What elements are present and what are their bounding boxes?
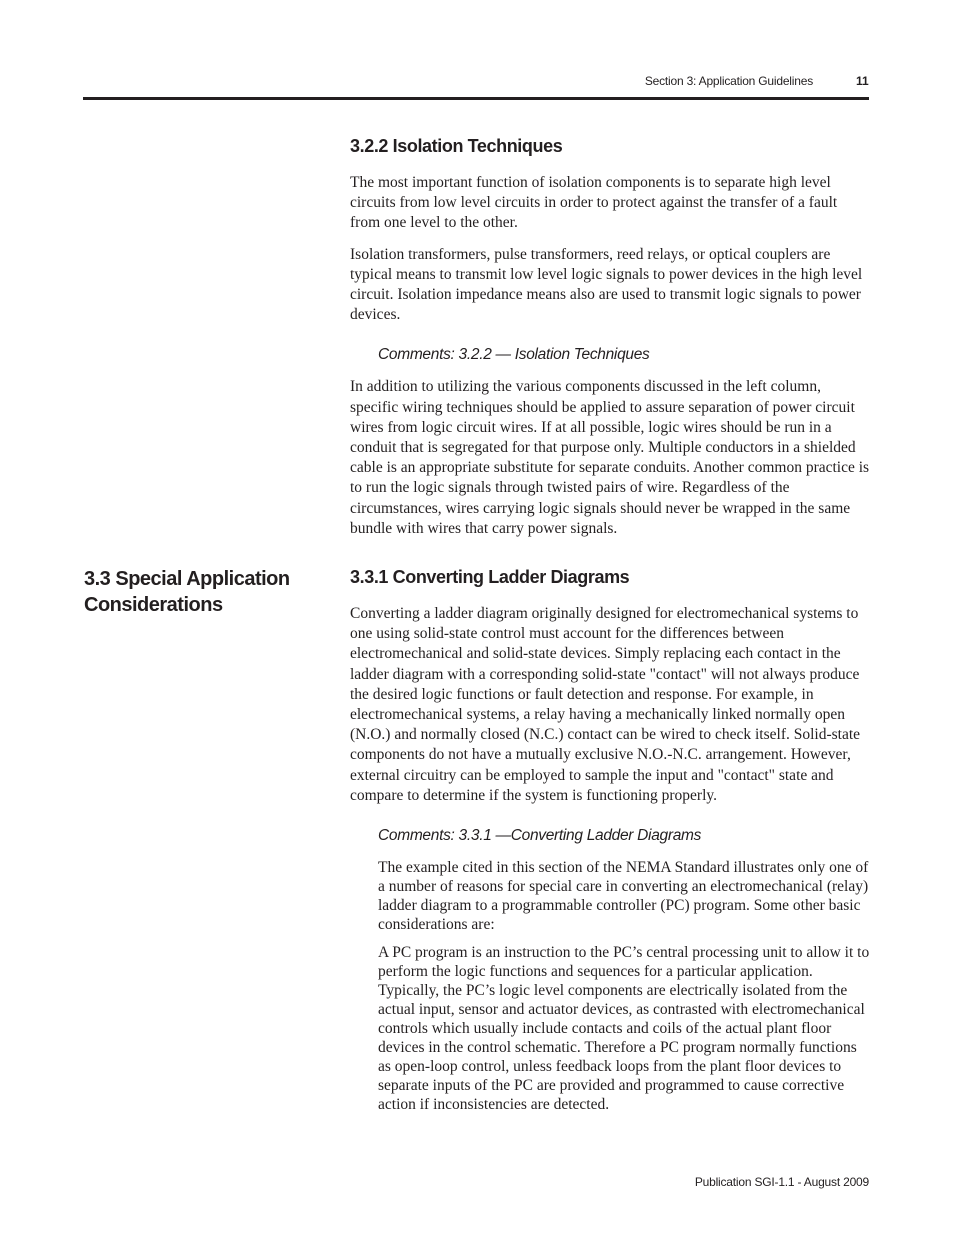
side-heading-3-3: 3.3 Special Application Considerations	[84, 568, 290, 616]
heading-3-3-1: 3.3.1 Converting Ladder Diagrams	[350, 567, 630, 588]
paragraph-pc-program: A PC program is an instruction to the PC’s central processing unit to allow it to perform the logic functions and sequences for a particular application. Typically, the PC’s logic level components are electrically isolated from the actual input, sensor and actuator devices, as contrasted with electromechanical controls which usually include contacts and coils of the actual plant floor devices in the control schematic. Therefore a PC program normally functions as open-loop control, unless feedback loops from the plant floor devices to separate inputs of the PC are provided and programmed to cause corrective action if inconsistencies are detected.	[378, 944, 870, 1114]
paragraph-wiring-techniques: In addition to utilizing the various components discussed in the left column, specific wiring techniques should be applied to assure separation of power circuit wires from logic circuit wires. If at all possible, logic wires should be run in a conduit that is segregated for that purpose only. Multiple conductors in a shielded cable is an appropriate substitute for separate conduits. Another common practice is to run the logic signals through twisted pairs of wire. Regardless of the circumstances, wires carrying logic signals should never be wrapped in the same bundle with wires that carry power signals.	[350, 378, 870, 537]
publication-footer: Publication SGI-1.1 - August 2009	[694, 1175, 869, 1189]
paragraph-nema-example: The example cited in this section of the NEMA Standard illustrates only one of a number of reasons for special care in converting an electromechanical (relay) ladder diagram to a programmable controller (PC) program. Some other basic considerations are:	[378, 859, 869, 934]
comments-heading-3-2-2: Comments: 3.2.2 — Isolation Techniques	[378, 346, 650, 364]
paragraph-isolation-means: Isolation transformers, pulse transformers, reed relays, or optical couplers are typical means to transmit low level logic signals to power devices in the high level circuit. Isolation impedance means also are used to transmit logic signals to power devices.	[350, 245, 863, 324]
comments-heading-3-3-1: Comments: 3.3.1 —Converting Ladder Diagrams	[378, 827, 702, 845]
heading-3-2-2: 3.2.2 Isolation Techniques	[350, 136, 563, 156]
main-column	[350, 133, 870, 1123]
paragraph-converting-ladder: Converting a ladder diagram originally designed for electromechanical systems to one using solid-state control must account for the differences between electromechanical and solid-state devices. Simply replacing each contact in the ladder diagram with a corresponding solid-state "contact" will not always produce the desired logic functions or fault detection and response. For example, in electromechanical systems, a relay having a mechanically linked normally open (N.O.) and normally closed (N.C.) contact can be wired to check itself. Solid-state components do not have a mutually exclusive N.O.-N.C. arrangement. However, external circuitry can be employed to sample the input and "contact" state and compare to determine if the system is functioning properly.	[350, 605, 861, 804]
header-rule	[83, 97, 869, 100]
page-number: 11	[856, 74, 869, 88]
running-header: Section 3: Application Guidelines	[644, 74, 813, 88]
paragraph-isolation-function: The most important function of isolation components is to separate high level circuits from low level circuits in order to protect against the transfer of a fault from one level to the other.	[350, 174, 838, 232]
